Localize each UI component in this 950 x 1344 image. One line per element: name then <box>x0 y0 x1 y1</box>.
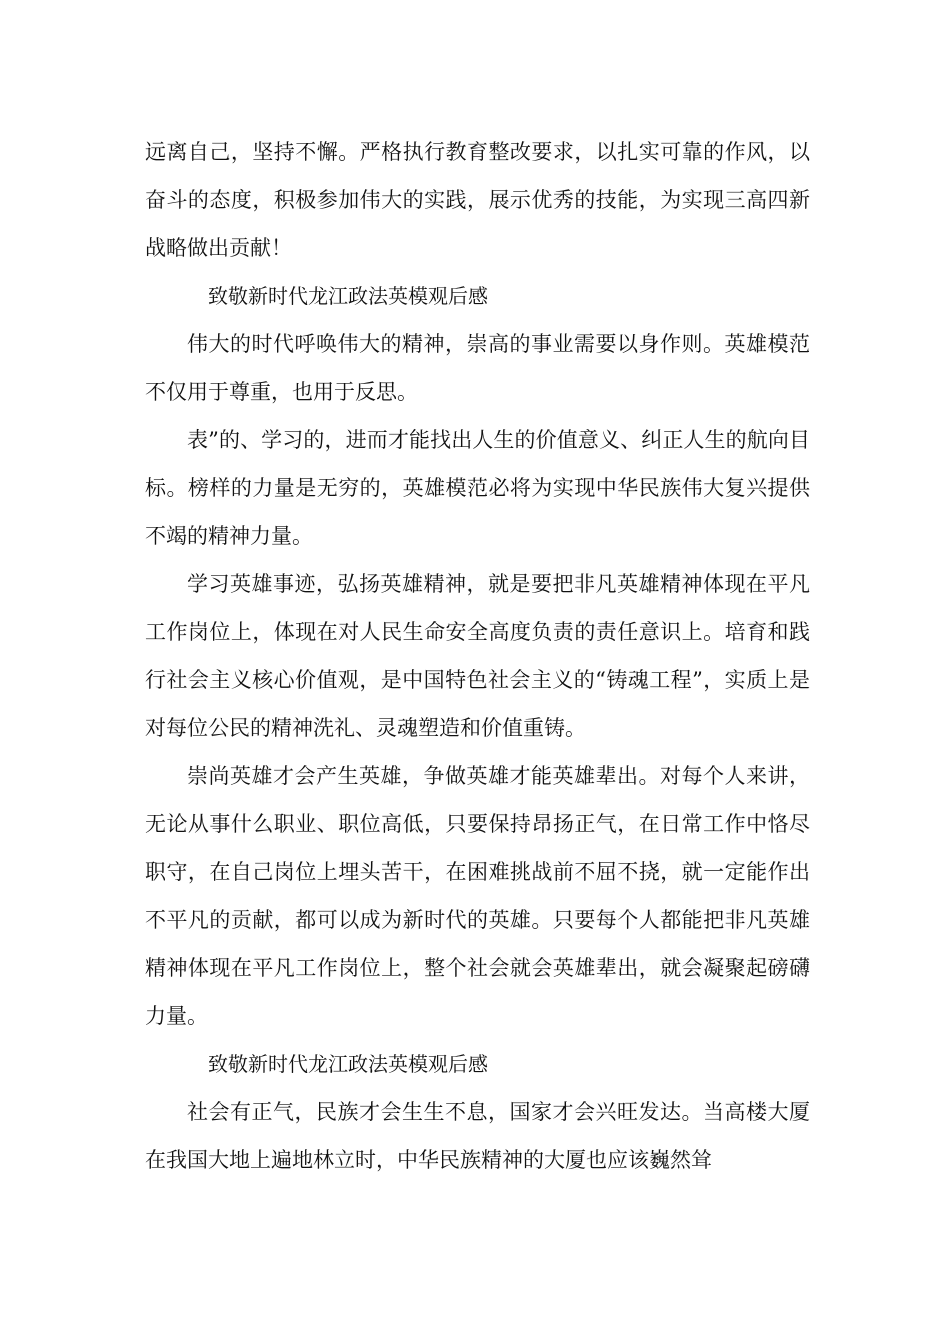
section-heading: 致敬新时代龙江政法英模观后感 <box>208 1052 488 1076</box>
paragraph: 崇尚英雄才会产生英雄，争做英雄才能英雄辈出。对每个人来讲，无论从事什么职业、职位高低，只要保持昂扬正气，在日常工作中恪尽职守，在自己岗位上埋头苦干，在困难挑战前不屈不挠，就一定能作出不平凡的贡献，都可以成为新时代的英雄。只要每个人都能把非凡英雄精神体现在平凡工作岗位上，整个社会就会英雄辈出，就会凝聚起磅礴力量。 <box>145 764 810 1028</box>
paragraph: 伟大的时代呼唤伟大的精神，崇高的事业需要以身作则。英雄模范不仅用于尊重，也用于反思。 <box>145 332 810 404</box>
document-body <box>145 128 810 1184</box>
section-heading: 致敬新时代龙江政法英模观后感 <box>208 284 488 308</box>
paragraph: 社会有正气，民族才会生生不息，国家才会兴旺发达。当高楼大厦在我国大地上遍地林立时，中华民族精神的大厦也应该巍然耸 <box>145 1100 810 1172</box>
paragraph: 学习英雄事迹，弘扬英雄精神，就是要把非凡英雄精神体现在平凡工作岗位上，体现在对人民生命安全高度负责的责任意识上。培育和践行社会主义核心价值观，是中国特色社会主义的“铸魂工程”，实质上是对每位公民的精神洗礼、灵魂塑造和价值重铸。 <box>145 572 810 740</box>
paragraph: 表”的、学习的，进而才能找出人生的价值意义、纠正人生的航向目标。榜样的力量是无穷的，英雄模范必将为实现中华民族伟大复兴提供不竭的精神力量。 <box>145 428 810 548</box>
paragraph-continuation: 远离自己，坚持不懈。严格执行教育整改要求，以扎实可靠的作风，以奋斗的态度，积极参加伟大的实践，展示优秀的技能，为实现三高四新战略做出贡献！ <box>145 140 810 260</box>
